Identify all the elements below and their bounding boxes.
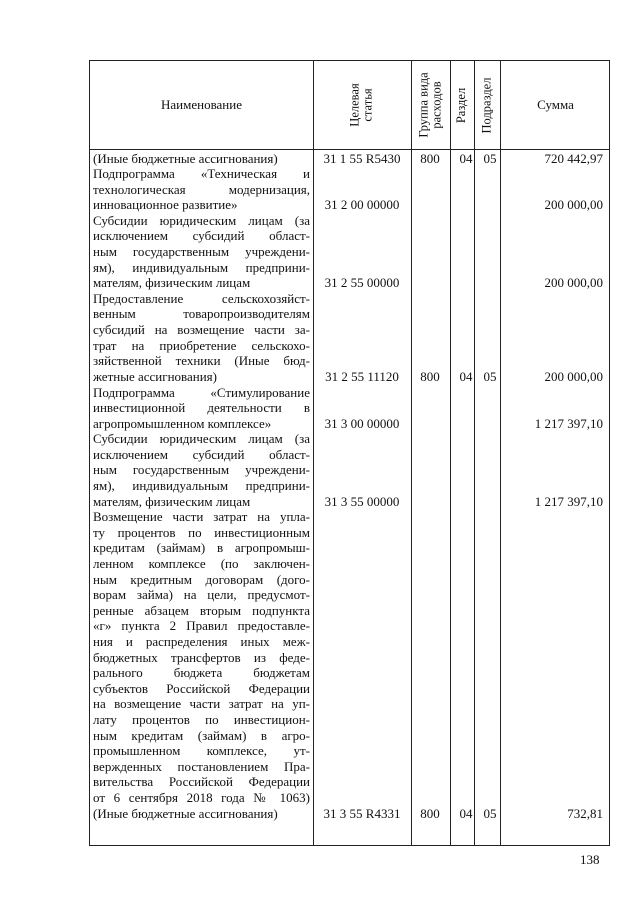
- row-group: 800: [420, 805, 440, 821]
- row-name-line: жетные ассигнования): [93, 368, 217, 384]
- row-name-line: ям), индивидуальным предприни-: [93, 478, 310, 494]
- row-name: [93, 213, 310, 291]
- row-code: 31 3 55 R4331: [323, 805, 401, 821]
- row-name-line: Субсидии юридическим лицам (за: [93, 212, 310, 228]
- header-name: Наименование: [161, 97, 242, 112]
- header-sum: Сумма: [537, 97, 574, 112]
- row-name-line: ным кредитным договорам (дого-: [93, 571, 310, 587]
- row-sum: 200 000,00: [544, 275, 603, 291]
- row-name-line: «г» пункта 2 Правил предоставле-: [93, 618, 310, 634]
- row-sum: 200 000,00: [544, 368, 603, 384]
- row-name-line: субъектов Российской Федерации: [93, 680, 310, 696]
- row-sum: 720 442,97: [544, 150, 603, 166]
- table-row: [90, 291, 609, 385]
- row-sum: 732,81: [567, 805, 603, 821]
- header-section: Раздел: [454, 87, 469, 123]
- row-name-line: ния и распределения иных меж-: [93, 634, 310, 650]
- row-name-line: Предоставление сельскохозяйст-: [93, 290, 310, 306]
- row-code: 31 2 55 00000: [324, 275, 400, 291]
- row-name-line: мателям, физическим лицам: [93, 493, 251, 509]
- row-name: [93, 431, 310, 509]
- row-section: 04: [459, 150, 473, 166]
- row-name: [93, 509, 310, 821]
- row-name-line: ным кредитам (займам) в агро-: [93, 727, 310, 743]
- row-name-line: ям), индивидуальным предприни-: [93, 259, 310, 275]
- header-subsection: Подраздел: [479, 77, 494, 133]
- row-name-line: исключением субсидий област-: [93, 446, 310, 462]
- row-name-line: инвестиционной деятельности в: [93, 400, 310, 416]
- row-sum: 1 217 397,10: [534, 415, 603, 431]
- row-name: [93, 166, 310, 213]
- header-section-cell: [450, 61, 474, 149]
- row-name-line: на возмещение части затрат на уп-: [93, 696, 310, 712]
- header-code: Целевая статья: [348, 83, 375, 127]
- row-code: 31 2 55 11120: [325, 368, 399, 384]
- header-group: Группа вида расходов: [416, 72, 444, 138]
- row-name-line: субсидий на возмещение части за-: [93, 322, 310, 338]
- row-code: 31 3 00 00000: [324, 415, 400, 431]
- row-name-line: рального бюджета бюджетам: [93, 665, 310, 681]
- header-subsection-cell: [474, 61, 500, 149]
- header-group-cell: [411, 61, 450, 149]
- row-code: 31 1 55 R5430: [323, 150, 401, 166]
- page-number: 138: [580, 852, 600, 867]
- row-name-line: (Иные бюджетные ассигнования): [93, 805, 278, 821]
- row-sum: 1 217 397,10: [534, 493, 603, 509]
- row-section: 04: [459, 805, 473, 821]
- row-name-line: мателям, физическим лицам: [93, 275, 251, 291]
- row-name-line: от 6 сентября 2018 года № 1063): [93, 789, 310, 805]
- header-code-cell: [313, 61, 411, 149]
- table-row: [90, 431, 609, 509]
- row-name-line: агропромышленном комплексе»: [93, 415, 272, 431]
- row-name-line: исключением субсидий област-: [93, 228, 310, 244]
- row-code: 31 2 00 00000: [324, 197, 400, 213]
- table-row: [90, 385, 609, 432]
- row-name-line: ренные абзацем вторым подпункта: [93, 602, 310, 618]
- row-name: [93, 151, 310, 167]
- row-name-line: ным государственным учреждени-: [93, 462, 310, 478]
- row-name-line: (Иные бюджетные ассигнования): [93, 150, 278, 166]
- row-name-line: ным государственным учреждени-: [93, 244, 310, 260]
- table-row: [90, 151, 609, 167]
- row-name-line: лату процентов по инвестицион-: [93, 712, 310, 728]
- row-name-line: трат на приобретение сельскохо-: [93, 337, 310, 353]
- row-name-line: венным товаропроизводителям: [93, 306, 310, 322]
- row-name-line: ленном комплексе (по заключен-: [93, 556, 310, 572]
- row-subsection: 05: [483, 368, 497, 384]
- row-name-line: кредитам (займам) в агропромыш-: [93, 540, 310, 556]
- row-section: 04: [459, 368, 473, 384]
- row-name-line: бюджетных трансфертов из феде-: [93, 649, 310, 665]
- table-row: [90, 166, 609, 213]
- row-group: 800: [420, 368, 440, 384]
- row-name-line: инновационное развитие»: [93, 197, 238, 213]
- row-name-line: вержденных постановлением Пра-: [93, 758, 310, 774]
- row-name-line: Подпрограмма «Стимулирование: [93, 384, 310, 400]
- row-code: 31 3 55 00000: [324, 493, 400, 509]
- row-name-line: ту процентов по инвестиционным: [93, 524, 310, 540]
- table-row: [90, 509, 609, 821]
- row-name: [93, 291, 310, 385]
- row-name: [93, 385, 310, 432]
- row-name-line: Субсидии юридическим лицам (за: [93, 431, 310, 447]
- row-group: 800: [420, 150, 440, 166]
- row-name-line: зяйственной техники (Иные бюд-: [93, 353, 310, 369]
- table-row: [90, 213, 609, 291]
- row-subsection: 05: [483, 150, 497, 166]
- row-name-line: ворам займа) на цели, предусмот-: [93, 587, 310, 603]
- row-name-line: технологическая модернизация,: [93, 181, 310, 197]
- row-sum: 200 000,00: [544, 197, 603, 213]
- row-name-line: промышленном комплексе, ут-: [93, 743, 310, 759]
- row-name-line: Возмещение части затрат на упла-: [93, 509, 310, 525]
- row-name-line: вительства Российской Федерации: [93, 774, 310, 790]
- budget-table: [89, 60, 610, 846]
- row-name-line: Подпрограмма «Техническая и: [93, 166, 310, 182]
- row-subsection: 05: [483, 805, 497, 821]
